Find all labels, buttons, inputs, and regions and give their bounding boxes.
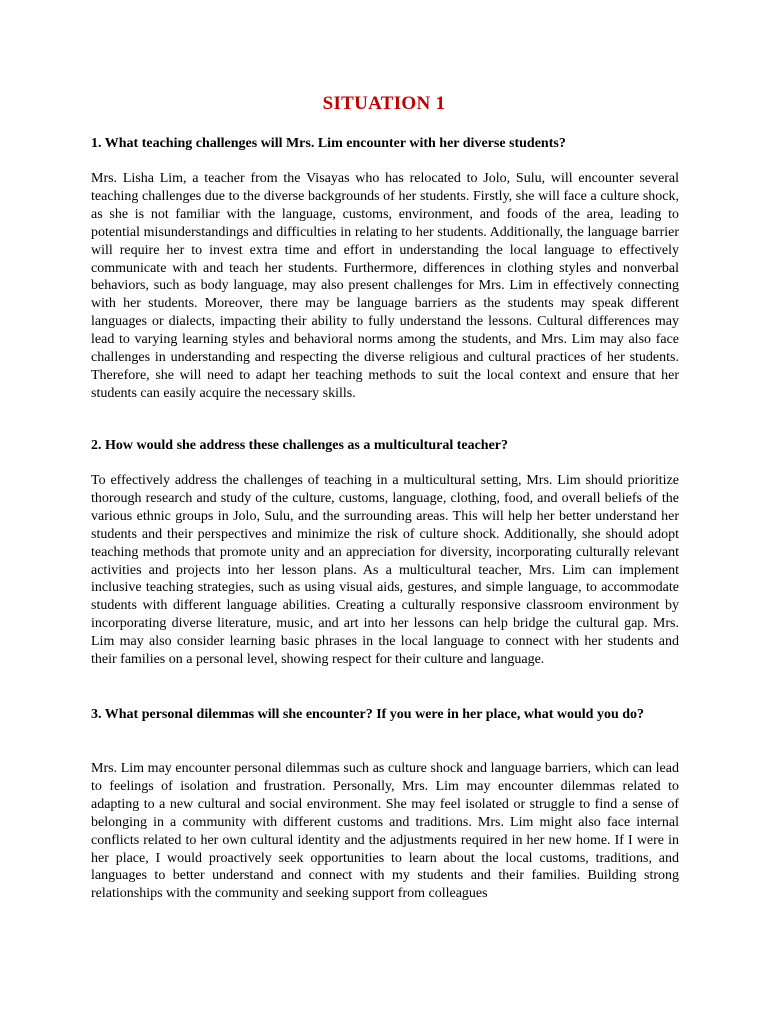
answer-3: Mrs. Lim may encounter personal dilemmas such as culture shock and language barriers, which can lead to feelings of isolation and frustration. Personally, Mrs. Lim may encounter dilemmas related to adapting to a new cultural and social environment. She may feel isolated or struggle to find a sense of belonging in a community with different customs and traditions. Mrs. Lim might also face internal conflicts related to her own cultural identity and the adjustments required in her new home. If I were in her place, I would proactively seek opportunities to learn about the local customs, traditions, and languages to better understand and connect with my students and their families. Building strong relationships with the community and seeking support from colleagues <box>91 761 679 902</box>
document-title: SITUATION 1 <box>322 93 446 114</box>
answer-2: To effectively address the challenges of teaching in a multicultural setting, Mrs. Lim should prioritize thorough research and study of the culture, customs, language, clothing, food, and overall beliefs of the various ethnic groups in Jolo, Sulu, and the surrounding areas. This will help her better understand her students and their perspectives and minimize the risk of culture shock. Additionally, she should adopt teaching methods that promote unity and an appreciation for diversity, incorporating culturally relevant activities and projects into her lesson plans. As a multicultural teacher, Mrs. Lim can implement inclusive teaching strategies, such as using visual aids, gestures, and simple language, to accommodate students with different language abilities. Creating a culturally responsive classroom environment by incorporating diverse literature, music, and art into her lessons can help bridge the cultural gap. Mrs. Lim may also consider learning basic phrases in the local language to connect with her students and their families on a personal level, showing respect for their culture and language. <box>91 473 679 668</box>
question-3: 3. What personal dilemmas will she encounter? If you were in her place, what would you do? <box>91 707 645 722</box>
answer-1: Mrs. Lisha Lim, a teacher from the Visayas who has relocated to Jolo, Sulu, will encounter several teaching challenges due to the diverse backgrounds of her students. Firstly, she will face a culture shock, as she is not familiar with the language, customs, environment, and foods of the area, leading to potential misunderstandings and difficulties in relating to her students. Additionally, the language barrier will require her to invest extra time and effort in understanding the local language to effectively communicate with and teach her students. Furthermore, differences in clothing styles and nonverbal behaviors, such as body language, may also present challenges for Mrs. Lim in effectively connecting with her students. Moreover, there may be language barriers as the students may speak different languages or dialects, impacting their ability to fully understand the lessons. Cultural differences may lead to varying learning styles and behavioral norms among the students, and Mrs. Lim may also face challenges in understanding and respecting the diverse religious and cultural practices of her students. Therefore, she will need to adapt her teaching methods to suit the local context and ensure that her students can easily acquire the necessary skills. <box>91 171 679 401</box>
question-1: 1. What teaching challenges will Mrs. Lim encounter with her diverse students? <box>91 136 566 151</box>
question-2: 2. How would she address these challenges as a multicultural teacher? <box>91 438 509 453</box>
